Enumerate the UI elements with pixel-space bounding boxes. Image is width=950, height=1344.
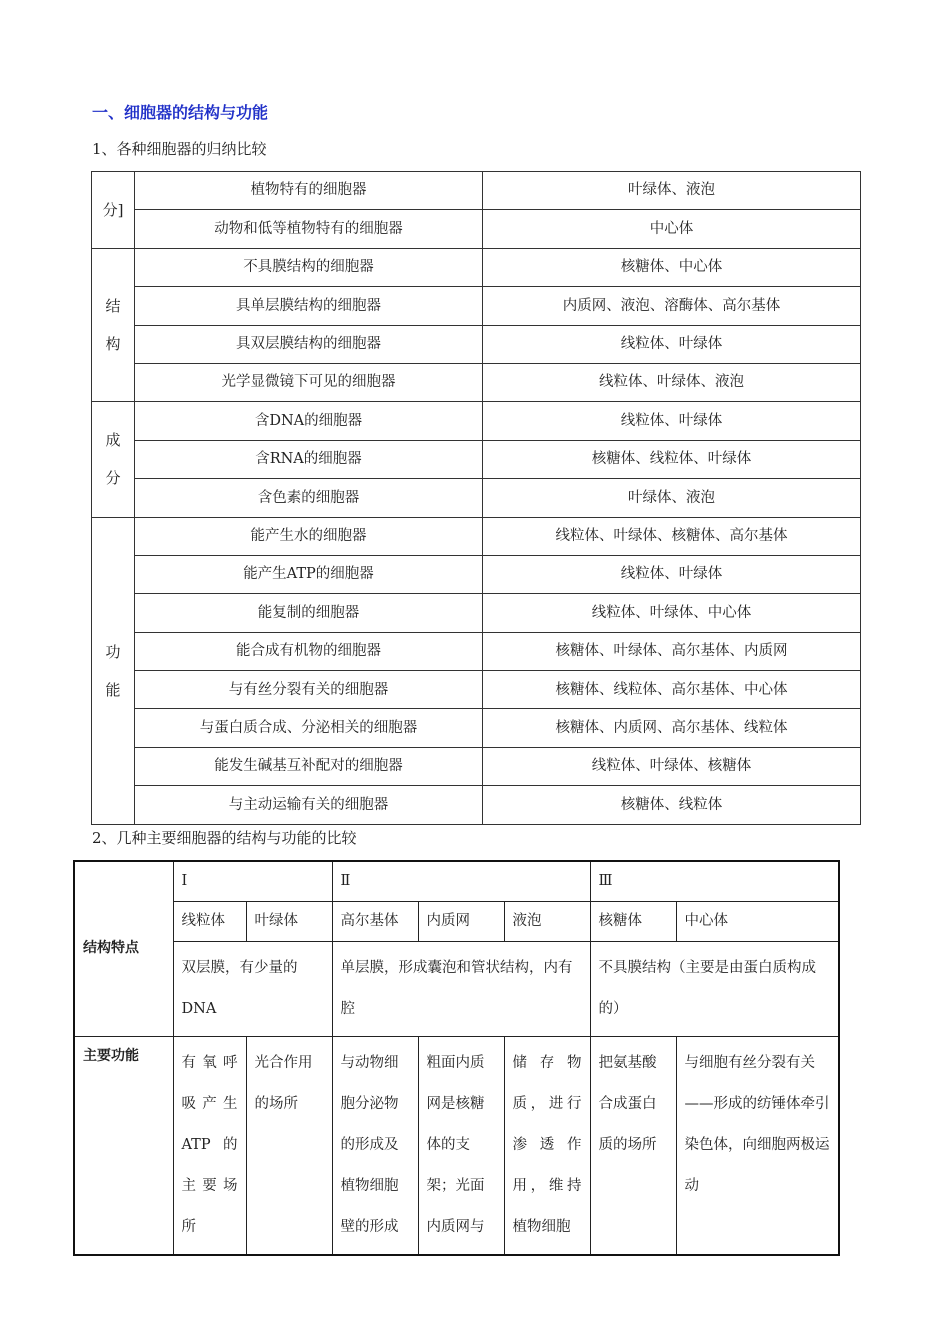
- category-char: 功: [105, 642, 121, 661]
- function-ribosome: 把氨基酸合成蛋白质的场所: [590, 1036, 676, 1255]
- group-header-2: Ⅱ: [332, 861, 590, 901]
- category-char: 构: [105, 335, 121, 354]
- feature-no-membrane: 不具膜结构（主要是由蛋白质构成的）: [590, 941, 839, 1036]
- table1-row: [92, 210, 861, 248]
- group-header-1: Ⅰ: [173, 861, 332, 901]
- item-description: 能合成有机物的细胞器: [135, 632, 483, 670]
- category-char: 分]: [102, 200, 124, 219]
- item-description: 动物和低等植物特有的细胞器: [135, 210, 483, 248]
- table1-row: [92, 479, 861, 517]
- table1-row: [92, 248, 861, 286]
- item-description: 与蛋白质合成、分泌相关的细胞器: [135, 709, 483, 747]
- item-organelles: 叶绿体、液泡: [483, 172, 861, 210]
- category-char: 成: [105, 431, 121, 450]
- table1-row: [92, 709, 861, 747]
- table1-row: [92, 555, 861, 593]
- organelle-vacuole: 液泡: [504, 901, 590, 941]
- item-organelles: 核糖体、线粒体、高尔基体、中心体: [483, 671, 861, 709]
- feature-single-membrane: 单层膜，形成囊泡和管状结构，内有腔: [332, 941, 590, 1036]
- category-label: [92, 172, 135, 249]
- organelle-summary-table: [91, 171, 861, 825]
- item-organelles: 线粒体、叶绿体: [483, 325, 861, 363]
- item-organelles: 线粒体、叶绿体: [483, 402, 861, 440]
- organelle-ribosome: 核糖体: [590, 901, 676, 941]
- table1-row: [92, 517, 861, 555]
- organelle-comparison-table: [73, 860, 840, 1256]
- row-header-function: 主要功能: [74, 1036, 173, 1255]
- item-organelles: 中心体: [483, 210, 861, 248]
- category-char: 结: [105, 297, 121, 316]
- function-vacuole: 储存物质，进行渗透作用，维持植物细胞: [504, 1036, 590, 1255]
- item-organelles: 线粒体、叶绿体、核糖体: [483, 747, 861, 785]
- function-chloroplast: 光合作用的场所: [246, 1036, 332, 1255]
- function-golgi: 与动物细胞分泌物的形成及植物细胞壁的形成: [332, 1036, 418, 1255]
- group-header-3: Ⅲ: [590, 861, 839, 901]
- organelle-golgi: 高尔基体: [332, 901, 418, 941]
- table1-row: [92, 594, 861, 632]
- item-description: 光学显微镜下可见的细胞器: [135, 363, 483, 401]
- table1-row: [92, 440, 861, 478]
- item-description: 具单层膜结构的细胞器: [135, 287, 483, 325]
- category-label: [92, 402, 135, 517]
- section-heading: 一、细胞器的结构与功能: [92, 103, 269, 122]
- category-label: [92, 517, 135, 824]
- item-organelles: 叶绿体、液泡: [483, 479, 861, 517]
- item-description: 与主动运输有关的细胞器: [135, 786, 483, 824]
- table1-row: [92, 786, 861, 824]
- subheading-2: 2、几种主要细胞器的结构与功能的比较: [92, 829, 357, 847]
- category-label: [92, 248, 135, 402]
- item-organelles: 核糖体、内质网、高尔基体、线粒体: [483, 709, 861, 747]
- table1-row: [92, 325, 861, 363]
- item-description: 不具膜结构的细胞器: [135, 248, 483, 286]
- organelle-centrosome: 中心体: [676, 901, 839, 941]
- item-description: 能产生水的细胞器: [135, 517, 483, 555]
- item-organelles: 内质网、液泡、溶酶体、高尔基体: [483, 287, 861, 325]
- item-description: 含DNA的细胞器: [135, 402, 483, 440]
- table1-row: [92, 671, 861, 709]
- organelle-er: 内质网: [418, 901, 504, 941]
- item-organelles: 线粒体、叶绿体、核糖体、高尔基体: [483, 517, 861, 555]
- item-description: 与有丝分裂有关的细胞器: [135, 671, 483, 709]
- function-centrosome: 与细胞有丝分裂有关——形成的纺锤体牵引染色体，向细胞两极运动: [676, 1036, 839, 1255]
- function-mitochondria: 有氧呼吸产生ATP的主要场所: [173, 1036, 246, 1255]
- table1-row: [92, 363, 861, 401]
- item-description: 能发生碱基互补配对的细胞器: [135, 747, 483, 785]
- item-description: 含RNA的细胞器: [135, 440, 483, 478]
- item-organelles: 线粒体、叶绿体、中心体: [483, 594, 861, 632]
- table1-row: [92, 287, 861, 325]
- item-organelles: 线粒体、叶绿体、液泡: [483, 363, 861, 401]
- item-organelles: 核糖体、叶绿体、高尔基体、内质网: [483, 632, 861, 670]
- item-description: 能产生ATP的细胞器: [135, 555, 483, 593]
- subheading-1: 1、各种细胞器的归纳比较: [92, 140, 267, 158]
- table1-row: [92, 172, 861, 210]
- item-description: 具双层膜结构的细胞器: [135, 325, 483, 363]
- item-organelles: 线粒体、叶绿体: [483, 555, 861, 593]
- item-organelles: 核糖体、中心体: [483, 248, 861, 286]
- table1-row: [92, 747, 861, 785]
- item-description: 植物特有的细胞器: [135, 172, 483, 210]
- function-er: 粗面内质网是核糖体的支架；光面内质网与: [418, 1036, 504, 1255]
- item-organelles: 核糖体、线粒体、叶绿体: [483, 440, 861, 478]
- item-description: 能复制的细胞器: [135, 594, 483, 632]
- table1-row: [92, 632, 861, 670]
- table1-row: [92, 402, 861, 440]
- item-description: 含色素的细胞器: [135, 479, 483, 517]
- category-char: 分: [105, 469, 121, 488]
- item-organelles: 核糖体、线粒体: [483, 786, 861, 824]
- feature-double-membrane: 双层膜，有少量的DNA: [173, 941, 332, 1036]
- row-header-structure: 结构特点: [74, 861, 173, 1036]
- organelle-chloroplast: 叶绿体: [246, 901, 332, 941]
- organelle-mitochondria: 线粒体: [173, 901, 246, 941]
- category-char: 能: [105, 680, 121, 699]
